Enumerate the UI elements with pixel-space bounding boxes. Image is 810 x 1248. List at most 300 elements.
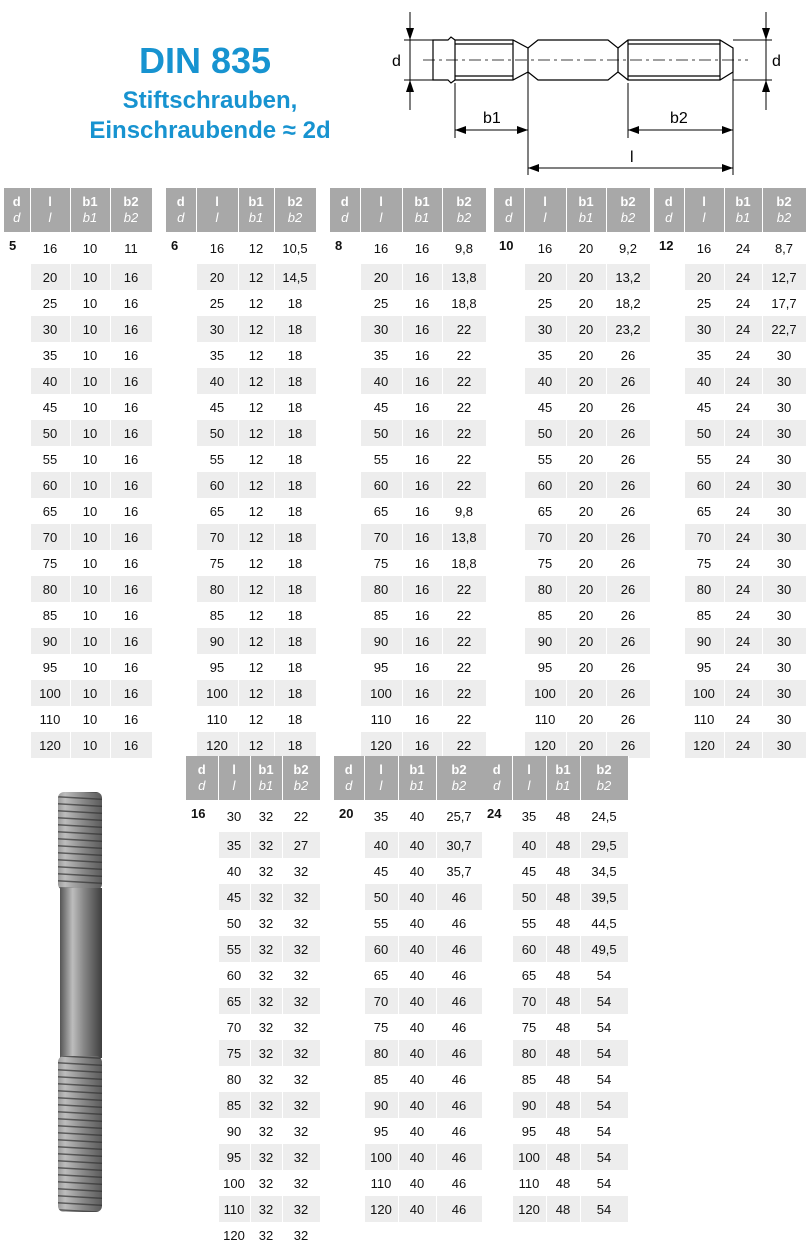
length-cell: 45 [364, 858, 398, 884]
empty-cell [330, 420, 360, 446]
column-header-symbol: l [48, 210, 52, 225]
table-row [186, 884, 320, 910]
empty-cell [494, 498, 524, 524]
empty-cell [166, 446, 196, 472]
b1-cell: 10 [70, 290, 110, 316]
empty-cell [494, 368, 524, 394]
b2-cell: 18 [274, 290, 316, 316]
b2-cell: 17,7 [762, 290, 806, 316]
b1-cell: 32 [250, 858, 282, 884]
table-row [494, 680, 650, 706]
empty-cell [654, 706, 684, 732]
b2-cell: 18 [274, 394, 316, 420]
b2-cell: 18 [274, 706, 316, 732]
empty-cell [654, 680, 684, 706]
b2-cell: 26 [606, 498, 650, 524]
b1-cell: 32 [250, 1066, 282, 1092]
length-cell: 60 [512, 936, 546, 962]
thread-diameter-cell: 24 [482, 800, 512, 832]
b2-cell: 32 [282, 1196, 320, 1222]
length-cell: 75 [218, 1040, 250, 1066]
empty-cell [166, 316, 196, 342]
table-row [166, 550, 316, 576]
table-row [482, 1014, 628, 1040]
table-row [330, 368, 486, 394]
table-row [334, 936, 482, 962]
b1-cell: 20 [566, 264, 606, 290]
table-row [330, 602, 486, 628]
length-cell: 40 [364, 832, 398, 858]
length-cell: 65 [512, 962, 546, 988]
b1-cell: 16 [402, 628, 442, 654]
table-row [482, 1066, 628, 1092]
b2-cell: 26 [606, 628, 650, 654]
length-cell: 30 [196, 316, 238, 342]
empty-cell [654, 472, 684, 498]
b2-cell: 54 [580, 1014, 628, 1040]
b2-cell: 30 [762, 602, 806, 628]
b2-cell: 22 [442, 680, 486, 706]
b2-cell: 54 [580, 988, 628, 1014]
b1-cell: 10 [70, 368, 110, 394]
length-cell: 20 [684, 264, 724, 290]
table-row [4, 498, 152, 524]
length-cell: 55 [684, 446, 724, 472]
empty-cell [482, 884, 512, 910]
b2-cell: 26 [606, 654, 650, 680]
length-cell: 65 [196, 498, 238, 524]
column-header-label: d [12, 194, 21, 209]
table-row [330, 524, 486, 550]
b2-cell: 30 [762, 680, 806, 706]
column-header-symbol: d [13, 210, 21, 225]
column-header-label: l [379, 194, 383, 209]
b1-cell: 32 [250, 832, 282, 858]
length-cell: 75 [512, 1014, 546, 1040]
b1-cell: 10 [70, 550, 110, 576]
b1-cell: 48 [546, 910, 580, 936]
empty-cell [654, 524, 684, 550]
column-header-label: l [48, 194, 52, 209]
column-header-label: d [176, 194, 185, 209]
column-header-symbol: d [505, 210, 513, 225]
b1-cell: 20 [566, 420, 606, 446]
table-row [166, 706, 316, 732]
b1-cell: 12 [238, 232, 274, 264]
table-row [4, 316, 152, 342]
column-header-symbol: b2 [620, 210, 636, 225]
column-header-label: b2 [293, 762, 309, 777]
length-cell: 70 [364, 988, 398, 1014]
table-row [654, 472, 806, 498]
empty-cell [4, 420, 30, 446]
b1-cell: 20 [566, 446, 606, 472]
page-subtitle [60, 86, 360, 146]
table-row [4, 472, 152, 498]
size-table-d12 [654, 188, 807, 758]
empty-cell [166, 264, 196, 290]
column-header-label: b2 [596, 762, 612, 777]
table-row [494, 264, 650, 290]
b1-cell: 16 [402, 550, 442, 576]
b2-cell: 16 [110, 680, 152, 706]
b2-cell: 54 [580, 1118, 628, 1144]
empty-cell [654, 394, 684, 420]
length-cell: 16 [30, 232, 70, 264]
b1-cell: 24 [724, 290, 762, 316]
table-row [330, 550, 486, 576]
size-table-d16 [186, 756, 321, 1248]
b2-cell: 16 [110, 498, 152, 524]
table-row [334, 1066, 482, 1092]
b2-cell: 22 [442, 394, 486, 420]
b2-cell: 35,7 [436, 858, 482, 884]
size-table-d8 [330, 188, 487, 758]
table-row [166, 290, 316, 316]
b2-cell: 32 [282, 1040, 320, 1066]
subtitle-line-2: Einschraubende ≈ 2d [89, 117, 331, 144]
table-row [186, 962, 320, 988]
table-row [166, 394, 316, 420]
empty-cell [166, 550, 196, 576]
length-cell: 90 [524, 628, 566, 654]
b2-cell: 18 [274, 576, 316, 602]
table-row [166, 498, 316, 524]
empty-cell [166, 602, 196, 628]
column-header-label: b1 [555, 762, 571, 777]
b1-cell: 20 [566, 628, 606, 654]
b2-cell: 26 [606, 394, 650, 420]
length-cell: 95 [364, 1118, 398, 1144]
b2-cell: 30,7 [436, 832, 482, 858]
b2-cell: 18 [274, 342, 316, 368]
table-row [494, 446, 650, 472]
table-row [654, 368, 806, 394]
empty-cell [482, 962, 512, 988]
empty-cell [334, 832, 364, 858]
table-row [654, 316, 806, 342]
empty-cell [654, 342, 684, 368]
b2-cell: 22 [442, 472, 486, 498]
empty-cell [4, 706, 30, 732]
empty-cell [330, 576, 360, 602]
table-row [166, 316, 316, 342]
table-row [4, 602, 152, 628]
b2-cell: 22 [442, 576, 486, 602]
length-cell: 30 [684, 316, 724, 342]
column-header-label: b2 [123, 194, 139, 209]
column-header-l [30, 188, 70, 232]
length-cell: 95 [218, 1144, 250, 1170]
b2-cell: 22,7 [762, 316, 806, 342]
column-header-label: d [197, 762, 206, 777]
column-header-symbol: d [345, 778, 353, 793]
b1-cell: 20 [566, 394, 606, 420]
b2-cell: 30 [762, 498, 806, 524]
table-row [4, 706, 152, 732]
empty-cell [334, 1196, 364, 1222]
table-row [186, 1196, 320, 1222]
table-row [482, 1118, 628, 1144]
length-cell: 60 [524, 472, 566, 498]
b1-cell: 32 [250, 1014, 282, 1040]
column-header-label: l [232, 762, 236, 777]
b1-cell: 16 [402, 524, 442, 550]
b1-cell: 10 [70, 602, 110, 628]
column-header-symbol: l [379, 210, 383, 225]
table-row [4, 368, 152, 394]
column-header-symbol: d [493, 778, 501, 793]
b1-cell: 16 [402, 576, 442, 602]
b1-cell: 12 [238, 654, 274, 680]
column-header-label: b2 [451, 762, 467, 777]
column-header-label: l [527, 762, 531, 777]
table-row [166, 732, 316, 758]
b2-cell: 9,2 [606, 232, 650, 264]
thread-diameter-cell: 6 [166, 232, 196, 264]
empty-cell [494, 628, 524, 654]
column-header-symbol: b2 [596, 778, 612, 793]
length-cell: 16 [360, 232, 402, 264]
table-row [4, 290, 152, 316]
table-row [654, 706, 806, 732]
empty-cell [494, 602, 524, 628]
b2-cell: 26 [606, 524, 650, 550]
length-cell: 30 [218, 800, 250, 832]
b2-cell: 54 [580, 962, 628, 988]
b1-cell: 24 [724, 602, 762, 628]
empty-cell [166, 628, 196, 654]
length-cell: 25 [360, 290, 402, 316]
length-cell: 35 [684, 342, 724, 368]
b1-cell: 24 [724, 550, 762, 576]
table-row [482, 832, 628, 858]
b2-cell: 22 [442, 628, 486, 654]
b1-cell: 16 [402, 394, 442, 420]
empty-cell [334, 988, 364, 1014]
column-header-l [524, 188, 566, 232]
length-cell: 70 [524, 524, 566, 550]
b2-cell: 16 [110, 420, 152, 446]
length-cell: 35 [364, 800, 398, 832]
length-cell: 65 [30, 498, 70, 524]
b2-cell: 18 [274, 316, 316, 342]
table-row [186, 858, 320, 884]
empty-cell [4, 368, 30, 394]
table-row [654, 602, 806, 628]
length-cell: 45 [684, 394, 724, 420]
b1-cell: 40 [398, 1014, 436, 1040]
empty-cell [186, 1170, 218, 1196]
length-cell: 90 [512, 1092, 546, 1118]
table-row [166, 524, 316, 550]
b1-cell: 40 [398, 936, 436, 962]
b2-cell: 26 [606, 602, 650, 628]
length-cell: 120 [684, 732, 724, 758]
b2-cell: 18,2 [606, 290, 650, 316]
b1-cell: 24 [724, 654, 762, 680]
length-cell: 40 [684, 368, 724, 394]
b2-cell: 26 [606, 420, 650, 446]
table-row [334, 1118, 482, 1144]
length-cell: 16 [524, 232, 566, 264]
column-header-symbol: l [527, 778, 531, 793]
empty-cell [494, 316, 524, 342]
b2-cell: 13,8 [442, 524, 486, 550]
b2-cell: 49,5 [580, 936, 628, 962]
b1-cell: 48 [546, 1118, 580, 1144]
table-row [4, 446, 152, 472]
b1-cell: 40 [398, 1040, 436, 1066]
length-cell: 45 [524, 394, 566, 420]
empty-cell [186, 1014, 218, 1040]
length-cell: 50 [512, 884, 546, 910]
b1-cell: 48 [546, 988, 580, 1014]
b2-cell: 22 [442, 420, 486, 446]
b1-cell: 20 [566, 654, 606, 680]
column-header-symbol: l [215, 210, 219, 225]
length-cell: 35 [30, 342, 70, 368]
b2-cell: 46 [436, 1066, 482, 1092]
table-row [166, 654, 316, 680]
size-table-d10 [494, 188, 651, 758]
b1-cell: 20 [566, 680, 606, 706]
size-table-d5 [4, 188, 153, 758]
length-cell: 85 [364, 1066, 398, 1092]
column-header-symbol: b2 [451, 778, 467, 793]
b2-cell: 46 [436, 884, 482, 910]
length-cell: 90 [684, 628, 724, 654]
length-cell: 45 [512, 858, 546, 884]
b1-cell: 48 [546, 800, 580, 832]
b1-cell: 48 [546, 858, 580, 884]
empty-cell [334, 1170, 364, 1196]
table-row [4, 342, 152, 368]
b1-cell: 24 [724, 446, 762, 472]
diagram-label-b1: b1 [483, 110, 501, 127]
empty-cell [334, 1144, 364, 1170]
b1-cell: 48 [546, 962, 580, 988]
b1-cell: 10 [70, 628, 110, 654]
column-header-symbol: b1 [248, 210, 264, 225]
b1-cell: 48 [546, 936, 580, 962]
table-row [4, 628, 152, 654]
table-row [482, 884, 628, 910]
b1-cell: 24 [724, 576, 762, 602]
length-cell: 80 [196, 576, 238, 602]
table-row [186, 1092, 320, 1118]
b2-cell: 22 [442, 706, 486, 732]
empty-cell [166, 576, 196, 602]
diagram-label-d-left: d [392, 53, 401, 70]
table-row [4, 232, 152, 264]
b2-cell: 27 [282, 832, 320, 858]
length-cell: 60 [196, 472, 238, 498]
b1-cell: 10 [70, 446, 110, 472]
table-row [494, 550, 650, 576]
table-row [330, 264, 486, 290]
empty-cell [4, 394, 30, 420]
column-header-d [494, 188, 524, 232]
b2-cell: 16 [110, 602, 152, 628]
b2-cell: 18 [274, 446, 316, 472]
b1-cell: 32 [250, 1144, 282, 1170]
b2-cell: 12,7 [762, 264, 806, 290]
size-table-d24 [482, 756, 629, 1222]
b2-cell: 46 [436, 1196, 482, 1222]
length-cell: 40 [360, 368, 402, 394]
empty-cell [654, 290, 684, 316]
table-row [166, 472, 316, 498]
table-row [334, 962, 482, 988]
empty-cell [482, 858, 512, 884]
length-cell: 25 [30, 290, 70, 316]
column-header-label: b1 [414, 194, 430, 209]
b2-cell: 16 [110, 628, 152, 654]
column-header-d [4, 188, 30, 232]
length-cell: 100 [684, 680, 724, 706]
b1-cell: 32 [250, 910, 282, 936]
b2-cell: 18 [274, 654, 316, 680]
empty-cell [654, 316, 684, 342]
length-cell: 85 [196, 602, 238, 628]
empty-cell [494, 680, 524, 706]
length-cell: 80 [360, 576, 402, 602]
table-row [186, 910, 320, 936]
column-header-label: b1 [248, 194, 264, 209]
b1-cell: 12 [238, 342, 274, 368]
b2-cell: 18 [274, 680, 316, 706]
column-header-symbol: d [177, 210, 185, 225]
empty-cell [330, 706, 360, 732]
table-row [654, 680, 806, 706]
table-row [4, 420, 152, 446]
column-header-symbol: d [198, 778, 206, 793]
empty-cell [330, 732, 360, 758]
b2-cell: 22 [442, 316, 486, 342]
b1-cell: 40 [398, 1196, 436, 1222]
column-header-b1 [402, 188, 442, 232]
length-cell: 16 [196, 232, 238, 264]
b1-cell: 12 [238, 368, 274, 394]
empty-cell [166, 420, 196, 446]
b2-cell: 34,5 [580, 858, 628, 884]
b1-cell: 12 [238, 472, 274, 498]
b2-cell: 11 [110, 232, 152, 264]
table-row [654, 394, 806, 420]
b2-cell: 32 [282, 1092, 320, 1118]
column-header-b2 [580, 756, 628, 800]
column-header-label: b2 [620, 194, 636, 209]
table-row [330, 420, 486, 446]
empty-cell [4, 602, 30, 628]
b2-cell: 25,7 [436, 800, 482, 832]
b1-cell: 40 [398, 1118, 436, 1144]
empty-cell [334, 1014, 364, 1040]
empty-cell [330, 524, 360, 550]
empty-cell [494, 420, 524, 446]
b1-cell: 10 [70, 654, 110, 680]
length-cell: 50 [684, 420, 724, 446]
empty-cell [654, 654, 684, 680]
length-cell: 85 [524, 602, 566, 628]
table-row [4, 732, 152, 758]
table-row [166, 368, 316, 394]
length-cell: 70 [512, 988, 546, 1014]
column-header-label: b1 [735, 194, 751, 209]
b2-cell: 30 [762, 446, 806, 472]
table-row [330, 446, 486, 472]
